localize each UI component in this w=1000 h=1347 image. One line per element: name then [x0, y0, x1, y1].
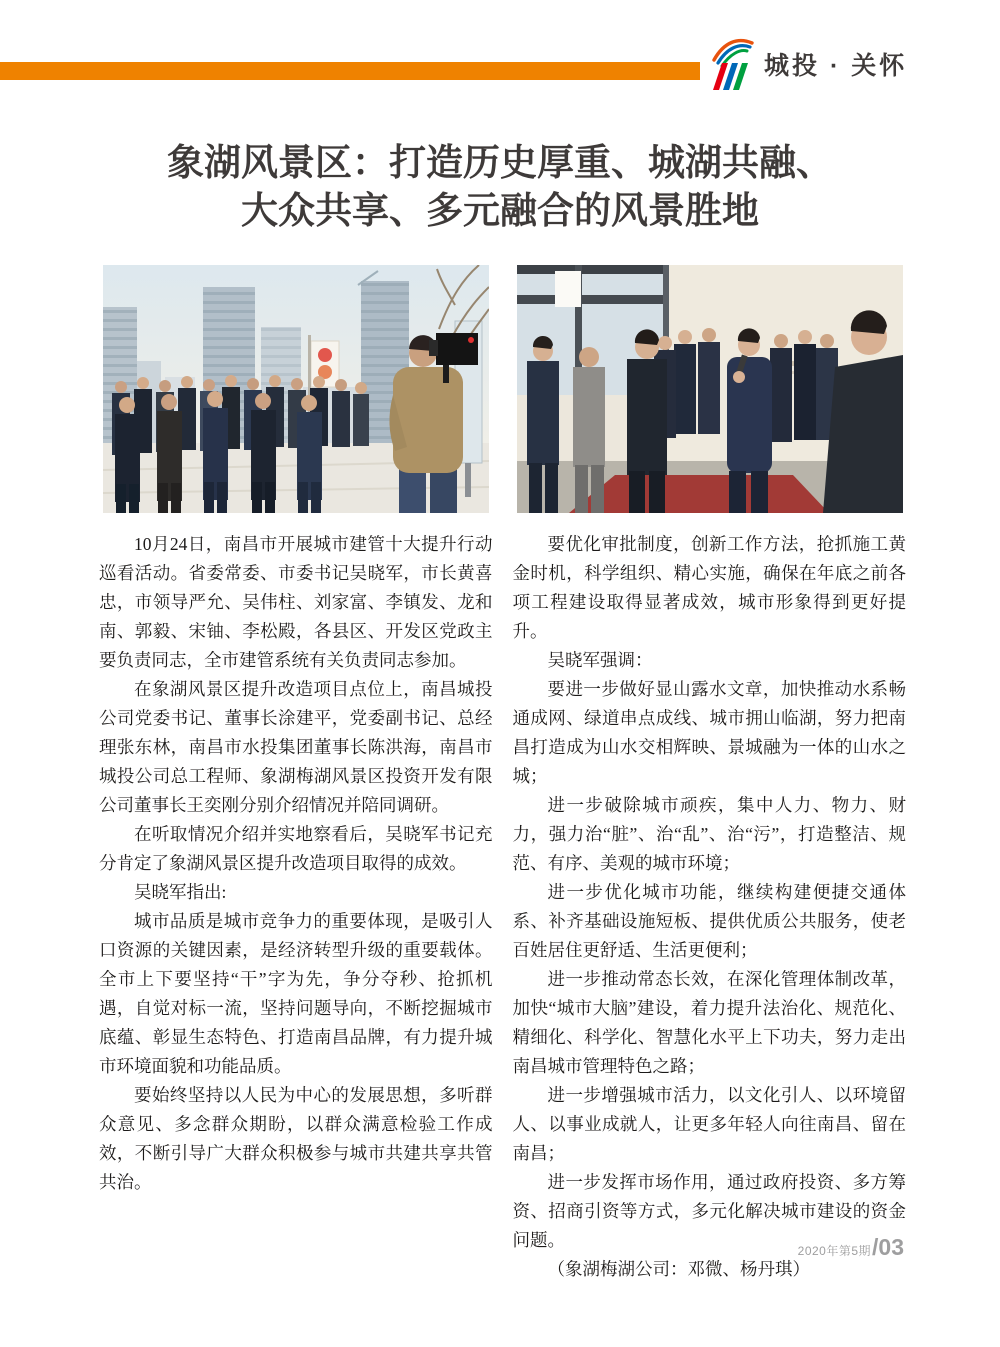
brand-title: 城投 · 关怀 [764, 52, 908, 80]
article-body [99, 530, 906, 1284]
article-right-column [513, 530, 907, 1284]
headline-line1: 象湖风景区：打造历史厚重、城湖共融、 [167, 142, 833, 183]
article-paragraph: 要进一步做好显山露水文章，加快推动水系畅通成网、绿道串点成线、城市拥山临湖，努力把南昌打造成为山水交相辉映、景城融为一体的山水之城； [512, 679, 906, 786]
article-paragraph: 10月24日，南昌市开展城市建管十大提升行动巡看活动。省委常委、市委书记吴晓军，市长黄喜忠，市领导严允、吴伟柱、刘家富、李镇发、龙和南、郭毅、宋铀、李松殿，各县区、开发区党政主要负责同志，全市建管系统有关负责同志参加。 [99, 534, 493, 670]
issue-label: 2020年第5期 [797, 1244, 872, 1258]
article-paragraph: 在听取情况介绍并实地察看后，吴晓军书记充分肯定了象湖风景区提升改造项目取得的成效。 [99, 824, 493, 873]
outdoor-site-inspection-photo [103, 265, 489, 513]
indoor-briefing-photo [517, 265, 903, 513]
article-paragraph: 进一步破除城市顽疾，集中人力、物力、财力，强力治“脏”、治“乱”、治“污”，打造整洁、规范、有序、美观的城市环境； [512, 795, 906, 873]
header-brand [700, 34, 1000, 94]
article-paragraph: 进一步增强城市活力，以文化引人、以环境留人、以事业成就人，让更多年轻人向往南昌、留在南昌； [512, 1085, 906, 1163]
article-left-column [99, 530, 493, 1284]
article-headline [0, 139, 1000, 235]
article-paragraph: 吴晓军指出: [134, 882, 227, 902]
article-paragraph: 进一步优化城市功能，继续构建便捷交通体系、补齐基础设施短板、提供优质公共服务，使老百姓居住更舒适、生活更便利； [512, 882, 906, 960]
article-byline: （象湖梅湖公司：邓微、杨丹琪） [547, 1259, 810, 1279]
article-paragraph: 进一步推动常态长效，在深化管理体制改革，加快“城市大脑”建设，着力提升法治化、规范化、精细化、科学化、智慧化水平上下功夫，努力走出南昌城市管理特色之路； [512, 969, 906, 1076]
page-number: /03 [872, 1234, 904, 1260]
article-paragraph: 要优化审批制度，创新工作方法，抢抓施工黄金时机，科学组织、精心实施，确保在年底之前各项工程建设取得显著成效，城市形象得到更好提升。 [512, 534, 906, 641]
photo-row [103, 265, 903, 513]
headline-line2: 大众共享、多元融合的风景胜地 [241, 190, 759, 231]
header-accent-bar [0, 62, 700, 80]
cityinvest-swoosh-logo-icon [700, 36, 758, 92]
article-paragraph: 要始终坚持以人民为中心的发展思想，多听群众意见、多念群众期盼，以群众满意检验工作成效，不断引导广大群众积极参与城市共建共享共管共治。 [99, 1085, 493, 1192]
page-footer [798, 1234, 904, 1261]
article-paragraph: 吴晓军强调： [547, 650, 653, 670]
article-paragraph: 在象湖风景区提升改造项目点位上，南昌城投公司党委书记、董事长涂建平，党委副书记、总经理张东林，南昌市水投集团董事长陈洪海，南昌市城投公司总工程师、象湖梅湖风景区投资开发有限公司董事长王奕刚分别介绍情况并陪同调研。 [99, 679, 493, 815]
article-paragraph: 进一步发挥市场作用，通过政府投资、多方筹资、招商引资等方式，多元化解决城市建设的资金问题。 [512, 1172, 906, 1250]
article-paragraph: 城市品质是城市竞争力的重要体现，是吸引人口资源的关键因素，是经济转型升级的重要载体。全市上下要坚持“干”字为先，争分夺秒、抢抓机遇，自觉对标一流，坚持问题导向，不断挖掘城市底蕴、彰显生态特色、打造南昌品牌，有力提升城市环境面貌和功能品质。 [99, 911, 493, 1076]
